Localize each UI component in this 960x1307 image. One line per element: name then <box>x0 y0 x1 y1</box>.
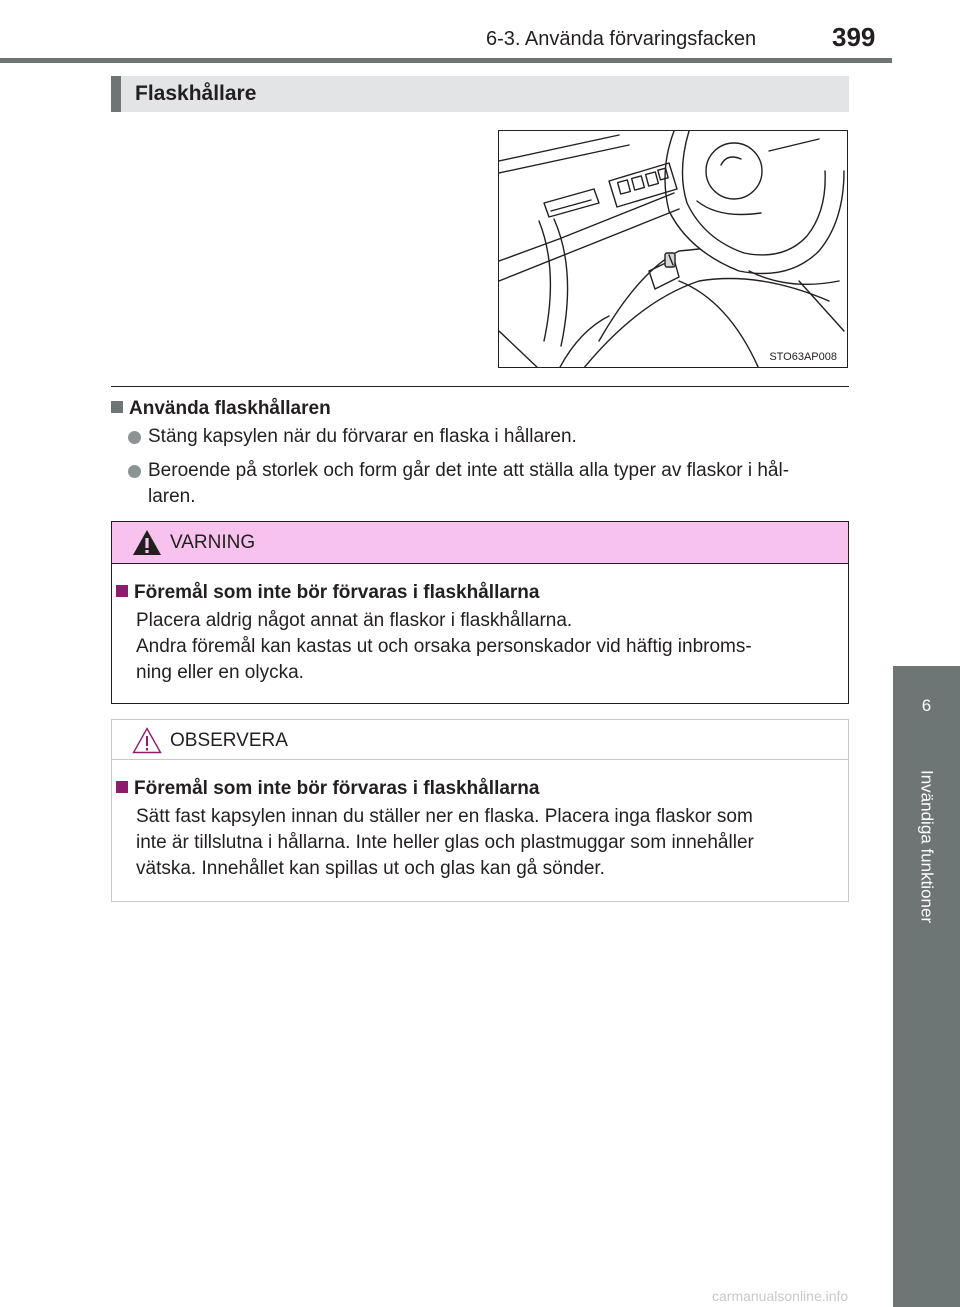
warning-box <box>111 521 849 704</box>
round-bullet-icon <box>128 465 141 478</box>
watermark: carmanualsonline.info <box>712 1288 849 1304</box>
usage-heading: Använda flaskhållaren <box>111 398 331 420</box>
running-header-title: 6-3. Använda förvaringsfacken <box>486 28 757 50</box>
warning-label: VARNING <box>170 532 256 553</box>
section-title-bar <box>111 76 849 112</box>
warning-line-2: Andra föremål kan kastas ut och orsaka personskador vid häftig inbroms- <box>136 636 752 657</box>
page-number: 399 <box>832 22 876 52</box>
chapter-tab <box>893 666 960 746</box>
square-bullet-icon <box>116 781 128 793</box>
square-bullet-icon <box>111 401 123 413</box>
section-label <box>893 770 960 1010</box>
notice-line-1: Sätt fast kapsylen innan du ställer ner en flaska. Placera inga flaskor som <box>136 806 753 827</box>
notice-line-3: vätska. Innehållet kan spillas ut och glas kan gå sönder. <box>136 858 605 879</box>
square-bullet-icon <box>116 585 128 597</box>
notice-header <box>112 720 848 760</box>
usage-bullet-2: Beroende på storlek och form går det inte att ställa alla typer av flaskor i hål- <box>148 460 790 481</box>
warning-header <box>112 522 848 564</box>
notice-label: OBSERVERA <box>170 730 288 751</box>
bottle-holder-illustration <box>498 130 848 368</box>
section-divider <box>111 386 849 387</box>
chapter-number: 6 <box>921 696 932 715</box>
usage-bullet-1: Stäng kapsylen när du förvarar en flaska i hållaren. <box>148 426 577 447</box>
notice-heading: Föremål som inte bör förvaras i flaskhållarna <box>116 778 539 800</box>
caution-triangle-icon <box>132 727 162 754</box>
usage-bullet-2-cont: laren. <box>148 486 196 507</box>
warning-line-1: Placera aldrig något annat än flaskor i flaskhållarna. <box>136 610 573 631</box>
warning-heading: Föremål som inte bör förvaras i flaskhållarna <box>116 582 539 604</box>
warning-triangle-icon <box>132 529 162 556</box>
figure-code: STO63AP008 <box>769 351 837 363</box>
section-label-text: Invändiga funktioner <box>917 770 937 924</box>
notice-line-2: inte är tillslutna i hållarna. Inte heller glas och plastmuggar som innehåller <box>136 832 754 853</box>
warning-line-3: ning eller en olycka. <box>136 662 304 683</box>
section-title: Flaskhållare <box>135 82 257 105</box>
round-bullet-icon <box>128 431 141 444</box>
notice-box <box>111 719 849 902</box>
header-rule <box>0 58 892 63</box>
